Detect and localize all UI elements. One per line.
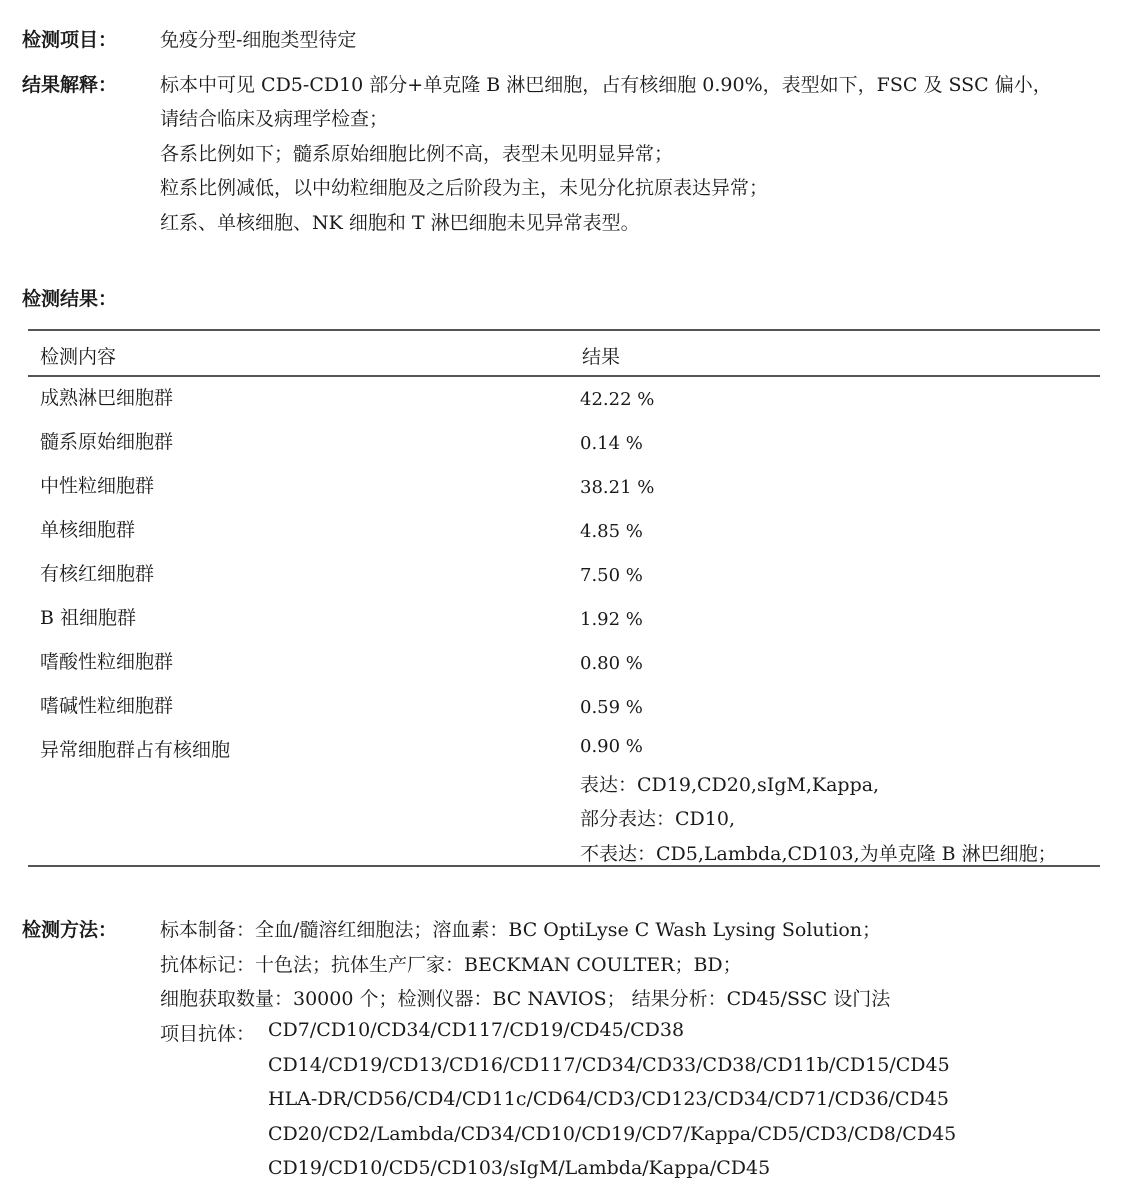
antibody-panel: CD14/CD19/CD13/CD16/CD117/CD34/CD33/CD38/CD11b/CD15/CD45 — [268, 1054, 950, 1076]
interpretation-line-3: 各系比例如下；髓系原始细胞比例不高，表型未见明显异常； — [160, 143, 674, 165]
project-label: 检测项目： — [22, 29, 118, 51]
table-top-rule — [28, 329, 1100, 331]
table-row-value: 1.92 % — [580, 609, 643, 630]
table-row-value: 42.22 % — [580, 389, 655, 410]
table-row-name: 中性粒细胞群 — [40, 475, 155, 497]
table-row-name: 嗜碱性粒细胞群 — [40, 695, 174, 717]
results-label: 检测结果： — [22, 288, 118, 310]
method-line-labeling: 抗体标记：十色法；抗体生产厂家：BECKMAN COULTER；BD； — [160, 954, 742, 976]
interpretation-line-1: 标本中可见 CD5-CD10 部分+单克隆 B 淋巴细胞，占有核细胞 0.90%，表型如下，FSC 及 SSC 偏小， — [160, 74, 1052, 96]
abnormal-note-negative: 不表达：CD5,Lambda,CD103,为单克隆 B 淋巴细胞； — [580, 843, 1057, 865]
interpretation-line-5: 红系、单核细胞、NK 细胞和 T 淋巴细胞未见异常表型。 — [160, 212, 640, 234]
table-row-name: 成熟淋巴细胞群 — [40, 387, 174, 409]
table-header-result: 结果 — [582, 346, 621, 368]
table-row-value: 38.21 % — [580, 477, 655, 498]
method-line-acquisition: 细胞获取数量：30000 个；检测仪器：BC NAVIOS； 结果分析：CD45/SSC 设门法 — [160, 988, 891, 1010]
abnormal-note-partial: 部分表达：CD10, — [580, 808, 735, 830]
interpretation-line-2: 请结合临床及病理学检查； — [160, 108, 389, 130]
table-header-rule — [28, 375, 1100, 377]
antibody-panel: CD19/CD10/CD5/CD103/sIgM/Lambda/Kappa/CD45 — [268, 1157, 771, 1179]
table-row-value: 4.85 % — [580, 521, 643, 542]
table-row-name: 单核细胞群 — [40, 519, 136, 541]
project-value: 免疫分型-细胞类型待定 — [160, 29, 357, 51]
table-row-name: 有核红细胞群 — [40, 563, 155, 585]
table-bottom-rule — [28, 865, 1100, 867]
abnormal-note-expressed: 表达：CD19,CD20,sIgM,Kappa, — [580, 774, 880, 796]
table-row-value: 0.90 % — [580, 736, 643, 757]
table-row-value: 0.59 % — [580, 697, 643, 718]
antibody-panel: CD7/CD10/CD34/CD117/CD19/CD45/CD38 — [268, 1019, 685, 1041]
table-row-value: 0.80 % — [580, 653, 643, 674]
table-row-name: B 祖细胞群 — [40, 607, 137, 629]
antibody-panel: CD20/CD2/Lambda/CD34/CD10/CD19/CD7/Kappa/CD5/CD3/CD8/CD45 — [268, 1123, 957, 1145]
table-row-value: 0.14 % — [580, 433, 643, 454]
interpretation-line-4: 粒系比例减低，以中幼粒细胞及之后阶段为主，未见分化抗原表达异常； — [160, 177, 769, 199]
interpretation-label: 结果解释： — [22, 74, 118, 96]
antibody-label: 项目抗体： — [160, 1023, 256, 1045]
table-row-name: 髓系原始细胞群 — [40, 431, 174, 453]
table-row-name: 异常细胞群占有核细胞 — [40, 739, 231, 761]
method-line-preparation: 标本制备：全血/髓溶红细胞法；溶血素：BC OptiLyse C Wash Lysing Solution； — [160, 919, 882, 941]
table-row-value: 7.50 % — [580, 565, 643, 586]
antibody-panel: HLA-DR/CD56/CD4/CD11c/CD64/CD3/CD123/CD34/CD71/CD36/CD45 — [268, 1088, 949, 1110]
table-row-name: 嗜酸性粒细胞群 — [40, 651, 174, 673]
method-label: 检测方法： — [22, 919, 118, 941]
table-header-content: 检测内容 — [40, 346, 117, 368]
